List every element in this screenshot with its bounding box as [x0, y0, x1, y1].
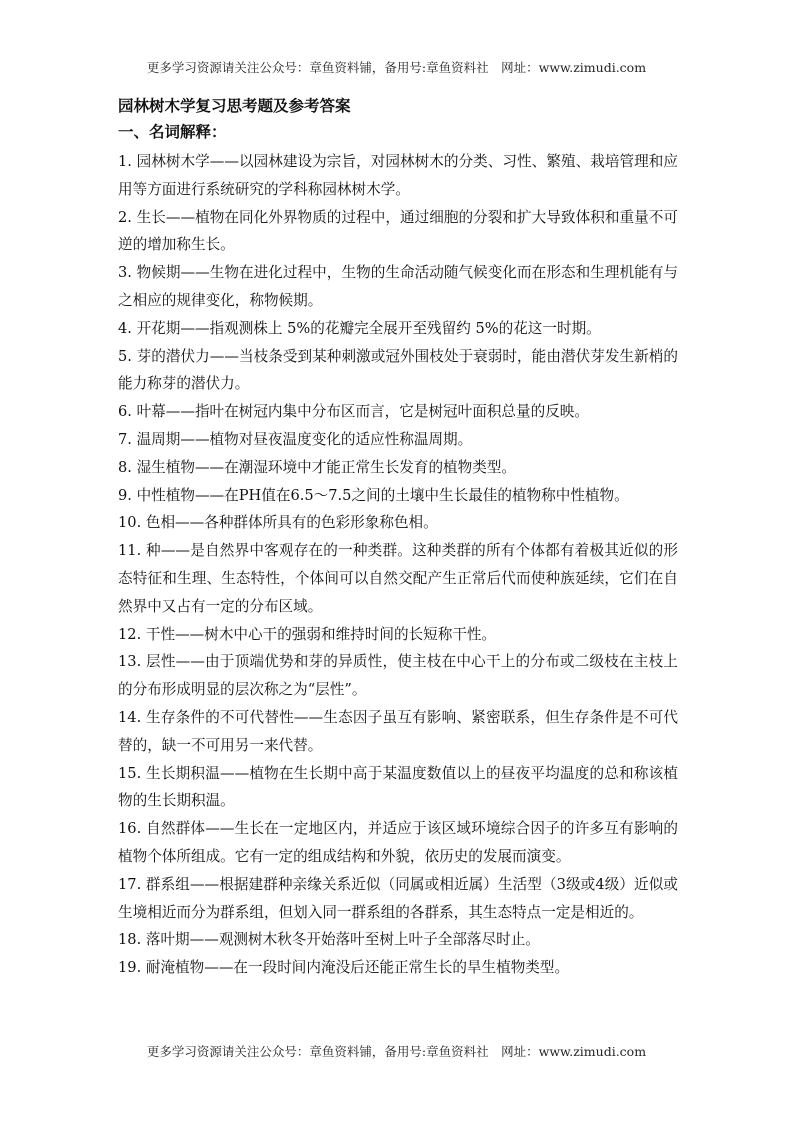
term-entry-19: 19. 耐淹植物——在一段时间内淹没后还能正常生长的旱生植物类型。	[118, 959, 570, 977]
term-entry-11: 11. 种——是自然界中客观存在的一种类群。这种类群的所有个体都有着极其近似的形态特征和生理、生态特性，个体间可以自然交配产生正常后代而使种族延续，它们在自然界中又占有一定的分布区域。	[118, 542, 678, 615]
term-entry-18: 18. 落叶期——观测树木秋冬开始落叶至树上叶子全部落尽时止。	[118, 931, 540, 949]
term-entry-17: 17. 群系组——根据建群种亲缘关系近似（同属或相近属）生活型（3级或4级）近似或生境相近而分为群系组，但划入同一群系组的各群系，其生态特点一定是相近的。	[118, 875, 678, 921]
term-entry-14: 14. 生存条件的不可代替性——生态因子虽互有影响、紧密联系，但生存条件是不可代替的，缺一不可用另一来代替。	[118, 708, 678, 754]
term-entry-13: 13. 层性——由于顶端优势和芽的异质性，使主枝在中心干上的分布或二级枝在主枝上的分布形成明显的层次称之为“层性”。	[118, 653, 678, 699]
term-entry-12: 12. 干性——树木中心干的强弱和维持时间的长短称干性。	[118, 625, 497, 643]
term-entry-3: 3. 物候期——生物在进化过程中，生物的生命活动随气候变化而在形态和生理机能有与之相应的规律变化，称物候期。	[118, 264, 678, 309]
section-heading: 一、名词解释：	[118, 122, 227, 141]
term-entry-9: 9. 中性植物——在PH值在6.5～7.5之间的土壤中生长最佳的植物称中性植物。	[118, 486, 629, 504]
term-entry-6: 6. 叶幕——指叶在树冠内集中分布区而言，它是树冠叶面积总量的反映。	[118, 403, 589, 421]
footer-note: 更多学习资源请关注公众号：章鱼资料铺，备用号:章鱼资料社 网址：www.zimudi.com	[146, 1044, 647, 1059]
term-entry-4: 4. 开花期——指观测株上 5%的花瓣完全展开至残留约 5%的花这一时期。	[118, 319, 601, 337]
document-body	[118, 96, 678, 982]
term-entry-15: 15. 生长期积温——植物在生长期中高于某温度数值以上的昼夜平均温度的总和称该植物的生长期积温。	[118, 764, 678, 810]
term-entry-16: 16. 自然群体——生长在一定地区内，并适应于该区域环境综合因子的许多互有影响的植物个体所组成。它有一定的组成结构和外貌，依历史的发展而演变。	[118, 820, 678, 865]
term-entry-2: 2. 生长——植物在同化外界物质的过程中，通过细胞的分裂和扩大导致体积和重量不可逆的增加称生长。	[118, 208, 678, 254]
term-entry-5: 5. 芽的潜伏力——当枝条受到某种刺激或冠外围枝处于衰弱时，能由潜伏芽发生新梢的能力称芽的潜伏力。	[118, 347, 678, 393]
term-entry-1: 1. 园林树木学——以园林建设为宗旨，对园林树木的分类、习性、繁殖、栽培管理和应用等方面进行系统研究的学科称园林树木学。	[118, 153, 678, 198]
term-entry-8: 8. 湿生植物——在潮湿环境中才能正常生长发育的植物类型。	[118, 458, 517, 476]
term-entry-10: 10. 色相——各种群体所具有的色彩形象称色相。	[118, 514, 438, 532]
document-title: 园林树木学复习思考题及参考答案	[118, 96, 351, 115]
term-entry-7: 7. 温周期——植物对昼夜温度变化的适应性称温周期。	[118, 430, 473, 448]
header-note: 更多学习资源请关注公众号：章鱼资料铺，备用号:章鱼资料社 网址：www.zimudi.com	[146, 60, 647, 75]
